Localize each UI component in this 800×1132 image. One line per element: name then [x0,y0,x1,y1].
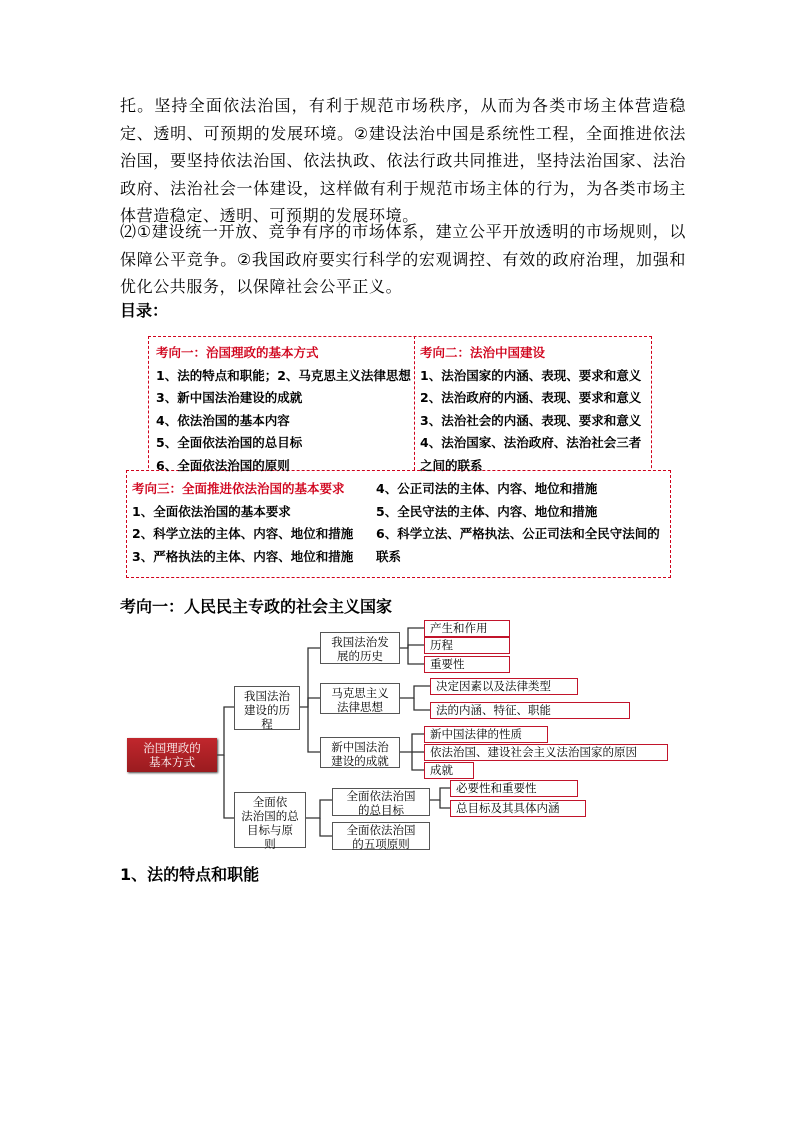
paragraph-2: ⑵①建设统一开放、竞争有序的市场体系，建立公平开放透明的市场规则，以保障公平竞争。②我国政府要实行科学的宏观调控、有效的政府治理，加强和优化公共服务，以保障社会公平正义。 [120,222,686,296]
mindmap-leaf: 历程 [424,637,510,654]
toc-item: 5、全民守法的主体、内容、地位和措施 [376,503,598,519]
mindmap-leaf: 总目标及其具体内涵 [450,800,586,817]
mindmap-root: 治国理政的 基本方式 [127,738,217,772]
toc-item: 6、科学立法、严格执法、公正司法和全民守法间的 [376,526,660,541]
mindmap-node-marxist: 马克思主义 法律思想 [320,683,400,714]
mindmap-leaf: 必要性和重要性 [450,780,578,797]
toc-group-1 [156,342,412,477]
toc-item: 3、法治社会的内涵、表现、要求和意义 [420,412,642,428]
mindmap-node-principles: 全面依法治国 的五项原则 [332,822,430,850]
mindmap-leaf: 依法治国、建设社会主义法治国家的原因 [424,744,668,761]
mindmap-leaf: 产生和作用 [424,620,510,637]
mindmap-branch-b: 全面依 法治国的总 目标与原 则 [234,792,306,848]
toc-item: 1、法治国家的内涵、表现、要求和意义 [420,367,642,383]
section-heading: 考向一：人民民主专政的社会主义国家 [120,597,393,616]
mindmap-node-goal: 全面依法治国 的总目标 [332,788,430,816]
mindmap-leaf: 法的内涵、特征、职能 [430,702,630,719]
toc-group-title: 考向二：法治中国建设 [420,345,546,360]
toc-item: 1、全面依法治国的基本要求 [132,503,291,519]
toc-item: 4、公正司法的主体、内容、地位和措施 [376,481,598,496]
toc-item: 2、法治政府的内涵、表现、要求和意义 [420,390,642,405]
toc-item: 3、新中国法治建设的成就 [156,390,303,405]
mindmap-leaf: 成就 [424,762,474,779]
subsection-heading: 1、法的特点和职能 [120,865,260,884]
toc-group-2 [420,342,646,477]
toc-group-title: 考向三：全面推进依法治国的基本要求 [132,481,345,496]
toc-item: 4、法治国家、法治政府、法治社会三者 [420,435,642,450]
toc-heading: 目录： [120,301,169,320]
mindmap-leaf: 决定因素以及法律类型 [430,678,578,695]
toc-group-3 [132,478,368,568]
mindmap-branch-a: 我国法治 建设的历 程 [234,686,300,730]
mindmap-node-history: 我国法治发 展的历史 [320,632,400,664]
toc-item: 1、法的特点和职能；2、马克思主义法律思想 [156,367,411,383]
paragraph-1: 托。坚持全面依法治国，有利于规范市场秩序，从而为各类市场主体营造稳定、透明、可预期的发展环境。②建设法治中国是系统性工程，全面推进依法治国，要坚持依法治国、依法执政、依法行政共同推进，坚持法治国家、法治政府、法治社会一体建设，这样做有利于规范市场主体的行为，为各类市场主体营造稳定、透明、可预期的发展环境。 [120,96,686,225]
toc-item: 2、科学立法的主体、内容、地位和措施 [132,526,354,541]
toc-item: 4、依法治国的基本内容 [156,412,290,428]
mindmap-leaf: 重要性 [424,656,510,673]
toc-item: 6、全面依法治国的原则 [156,457,290,473]
toc-group-3-continued [376,478,664,568]
toc-item: 5、全面依法治国的总目标 [156,435,303,450]
toc-item: 3、严格执法的主体、内容、地位和措施 [132,548,354,564]
mindmap-leaf: 新中国法律的性质 [424,726,548,743]
toc-divider [414,336,415,470]
toc-item: 联系 [376,548,402,564]
toc-item: 之间的联系 [420,457,483,473]
mindmap-node-achievements: 新中国法治 建设的成就 [320,737,400,768]
toc-group-title: 考向一：治国理政的基本方式 [156,345,319,360]
